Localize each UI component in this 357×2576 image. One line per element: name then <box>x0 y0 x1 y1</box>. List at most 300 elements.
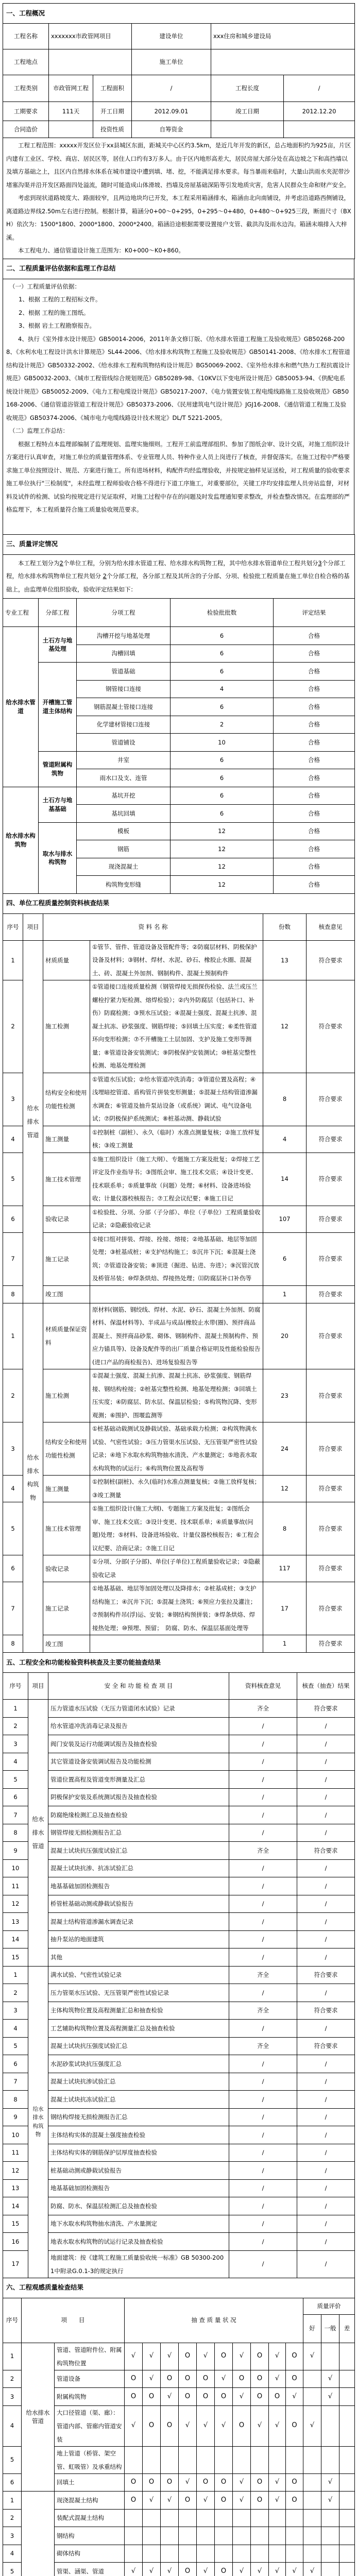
row-number: 4 <box>3 1126 23 1153</box>
empty-mark <box>215 2446 233 2473</box>
empty-mark <box>125 2527 143 2545</box>
doc-category: 验收记录 <box>43 1206 90 1232</box>
doc-detail: ①管道水压试验；②给水管道冲洗消毒；③管道位置及高程；④浅埋暗挖管道、盾构管片拼装变形测量；⑤混凝土结构管道渗漏水调查；⑥管道及抽升泵站设备（或系统）调试、电气设备电试；⑦阴极保护系统测试；⑧桩基动测、静载试验 <box>90 1073 263 1126</box>
batch-count: 12 <box>171 822 274 840</box>
doc-category: 施工记录 <box>43 1232 90 1285</box>
summary-heading: （二）监理工作总结： <box>9 427 69 434</box>
doc-check-opinion: / <box>229 2179 297 2197</box>
check-result: / <box>297 2233 355 2251</box>
check-result: 符合要求 <box>297 2037 355 2055</box>
row-number: 6 <box>3 2473 22 2492</box>
row-number: 15 <box>3 2215 28 2233</box>
check-opinion: 符合要求 <box>307 1555 355 1582</box>
table-row <box>3 1635 355 1653</box>
empty-mark <box>233 2527 251 2545</box>
overview-paragraph: 本工程电力、通信管道设计施工范围为：K0+000～K0+860。 <box>18 247 184 254</box>
sub-item: 井室 <box>77 751 171 769</box>
sub-item: 化学建材管接口连接 <box>77 716 171 734</box>
rating-result: 合格 <box>274 627 355 645</box>
empty-mark <box>269 2545 286 2563</box>
check-result: / <box>297 2055 355 2073</box>
check-result: / <box>297 1877 355 1895</box>
table-row <box>3 1502 355 1555</box>
rating-good: √ <box>303 2343 321 2370</box>
row-number: 4 <box>3 2020 28 2038</box>
rating-good: √ <box>303 2563 321 2576</box>
col-header: 项目 <box>28 1673 48 1700</box>
table-row <box>3 1735 355 1753</box>
doc-category: 结构安全和使用功能性检测 <box>43 1073 90 1126</box>
check-result: / <box>297 2091 355 2109</box>
table-row <box>3 2492 355 2510</box>
rating-average: √ <box>321 2388 339 2406</box>
section-title: 五、工程安全和功能检验资料核查及主要功能抽查结果 <box>3 1653 355 1673</box>
batch-count: 6 <box>171 751 274 769</box>
doc-check-opinion: 齐全 <box>229 1966 297 1984</box>
section-title: 六、工程观感质量检查结果 <box>3 2278 355 2298</box>
row-number: 12 <box>3 2162 28 2180</box>
circle-mark-icon: O <box>233 2405 251 2446</box>
table-row <box>3 1895 355 1913</box>
rating-good: √ <box>303 2405 321 2446</box>
check-result: / <box>297 1788 355 1806</box>
section-control-docs <box>3 893 355 1653</box>
doc-category: 施工测量 <box>43 1476 90 1502</box>
basis-item: 4、执行《室外排水设计规范》GB50014-2006，2011年条文修订版、《给水排水管道工程施工及验收规范》GB50268-2008、《水利水电工程设计洪水计算规范》SL44-2006、《给水排水构筑物工程施工及验收规范》GB50141-2008、《给水排水工程管道结构设计规范》GB50332-2002、《给水排水工程构筑物结构设计规范》BG50069-2002、《室外给水排水和燃气热力工程抗震设计规范》GB50032-2003、《城市工程管线综合规划规范》GB50289-98、《10KV以下变电所设计规范》GB50053-94、《供配电系统设计规范》GB50052-2009、《电力工程电缆设计规范》GB50217-2007、《电力装置安装工程电缆线路施工及验收规范》GB50168-2006、《通信管道浴管道工程设计规范》GB50373-2006、《民用建筑电气设计规范》JGJ16-2008、《通信管道工程施工及验收规范》GB50374-2006、《城市电力电缆线路设计技术规定》DL/T 5221-2005。 <box>6 335 350 421</box>
check-opinion: 符合要求 <box>307 940 355 980</box>
check-result: / <box>297 2126 355 2144</box>
check-mark-icon: √ <box>179 2473 197 2492</box>
row-number: 6 <box>3 2055 28 2073</box>
doc-count: 13 <box>263 940 307 980</box>
row-number: 4 <box>3 1753 28 1771</box>
quality-assessment-report <box>3 3 354 2576</box>
rating-poor <box>339 2509 355 2527</box>
row-number: 3 <box>3 1735 28 1753</box>
check-opinion: 符合要求 <box>307 1303 355 1369</box>
check-item: 桩基础动测或静载试验报告 <box>48 2162 229 2180</box>
table-row <box>3 2343 355 2370</box>
row-number: 1 <box>3 940 23 980</box>
doc-check-opinion: / <box>229 2144 297 2162</box>
doc-check-opinion: / <box>229 2073 297 2091</box>
check-opinion: 符合要求 <box>307 1206 355 1232</box>
table-row <box>3 1717 355 1735</box>
group-name <box>22 2492 55 2576</box>
circle-mark-icon: O <box>179 2370 197 2388</box>
rating-result: 合格 <box>274 769 355 787</box>
check-mark-icon: √ <box>269 2473 286 2492</box>
check-result: / <box>297 2020 355 2038</box>
table-row <box>3 2250 355 2278</box>
table-row <box>3 2527 355 2545</box>
table-row <box>3 1842 355 1860</box>
label-project-name: 工程名称 <box>3 24 49 49</box>
check-opinion: 符合要求 <box>307 1635 355 1653</box>
section-title: 三、质量评定情况 <box>3 534 355 554</box>
col-header: 序号 <box>3 913 23 940</box>
label-investment: 投资性质 <box>93 121 132 138</box>
label-end-date: 竣工日期 <box>211 102 284 121</box>
check-item: 地基基础加固检测报告 <box>48 2179 229 2197</box>
empty-mark <box>197 2509 215 2527</box>
row-number: 6 <box>3 1555 23 1582</box>
empty-mark <box>215 2509 233 2527</box>
value-area: / <box>132 75 211 102</box>
rating-result: 合格 <box>274 840 355 858</box>
row-number: 8 <box>3 1824 28 1842</box>
col-header: 序号 <box>3 2298 22 2343</box>
check-result: / <box>297 2073 355 2091</box>
col-header: 检验批批数 <box>171 599 274 627</box>
check-opinion: 符合要求 <box>307 1126 355 1153</box>
col-header: 质量评价 <box>303 2298 355 2314</box>
doc-detail: ①接口组对拼装、焊接、拴接、熔接；②地基基础、地层等加固处理；③桩基成桩；④支护结构施工；⑤沉井下沉；⑥混凝土浇筑；⑦管道设备安装；⑧顶进（掘进、钻进、夯进）；⑨沉管沉放及桥管吊装；⑩焊条烘焙、焊接热处理；⑾防腐层补口补伤等 <box>90 1232 263 1285</box>
label-site: 工程地点 <box>3 49 49 75</box>
col-header: 好 <box>303 2314 321 2343</box>
doc-category: 施工测量 <box>43 1126 90 1153</box>
rating-result: 合格 <box>274 805 355 823</box>
inspection-item: 附属构筑物 <box>55 2388 125 2406</box>
table-row <box>3 980 355 1073</box>
empty-mark <box>143 2527 161 2545</box>
inspection-item: 大口径管道（渠、廊）：管道内部、管廊内管道安装 <box>55 2405 125 2446</box>
check-mark-icon: √ <box>197 2492 215 2510</box>
col-header: 项目 <box>23 913 43 940</box>
circle-mark-icon: O <box>215 2473 233 2492</box>
check-item: 防腐绝缘检测汇总及抽查检验 <box>48 1806 229 1824</box>
batch-count: 12 <box>171 840 274 858</box>
doc-check-opinion: / <box>229 2108 297 2126</box>
circle-mark-icon: O <box>125 2492 143 2510</box>
table-row <box>3 822 355 840</box>
rating-poor <box>339 2405 355 2446</box>
table-row <box>3 1913 355 1931</box>
batch-count: 10 <box>171 734 274 752</box>
check-mark-icon: √ <box>269 2492 286 2510</box>
rating-poor <box>339 2527 355 2545</box>
row-number: 7 <box>3 1582 23 1635</box>
check-item: 地面建筑：按《建筑工程施工质量验收统一标准》GB 50300-2001中附录G.0.1-3的规定执行 <box>48 2250 229 2278</box>
doc-check-opinion: / <box>229 1824 297 1842</box>
value-end-date: 2012.12.20 <box>284 102 355 121</box>
check-item: 混凝土试块抗渗试验汇总 <box>48 2073 229 2091</box>
table-row <box>3 940 355 980</box>
check-result: / <box>297 1948 355 1967</box>
check-result: 符合要求 <box>297 1842 355 1860</box>
check-mark-icon: √ <box>143 2492 161 2510</box>
check-opinion: 符合要求 <box>307 980 355 1073</box>
doc-detail: ①施工组织设计(施工大纲)、专题施工方案及批复；②图纸会审、施工技术交底；③设计变更、技术联系单；④质量事故(问题)处理；⑤材料、设备进场验收、计量仪器校核报告；⑥工程会议纪要、洽商记录；⑦施工日记 <box>90 1502 263 1555</box>
table-row <box>3 2388 355 2406</box>
empty-mark <box>286 2446 303 2473</box>
check-mark-icon: √ <box>269 2405 286 2446</box>
check-item: 其他 <box>48 1948 229 1967</box>
division-project: 土石方与地基处理 <box>39 627 77 663</box>
doc-check-opinion: / <box>229 2055 297 2073</box>
overview-paragraph: 考虑到现状道路坡度大、路面较窄，且两边地块均已开发，本工程采用箱涵排水，箱涵由北向南铺设，并考虑沿道路西侧铺设，离道路边界线2.50m左右进行控制。根据计算，箱涵分0+00～0+295，0+295～0+480，0+480～0+925三段，断面尺寸（BXH）依次为：1500*1800、2000*1800、2000*2400。箱涵沿途根据需要设置接户支管、截洪沟及雨水边沟。箱涵末端排入大梓溪。 <box>6 194 351 241</box>
table-row <box>3 2563 355 2576</box>
table-row <box>3 1153 355 1206</box>
check-item: 主体结构实体的钢筋保护层厚度抽查检验 <box>48 2144 229 2162</box>
section-basis <box>3 259 354 535</box>
sub-item: 管道铺设 <box>77 734 171 752</box>
col-header: 分部工程 <box>39 599 77 627</box>
doc-detail: ①混凝土强度、混凝土抗渗、混凝土抗冻、砂浆强度、钢筋焊接、钢结构栓接；②桩基完整性检测、地基处理检测；③回填土压实度；④防腐层、防水层、保温层检验；⑤构筑物沉降、变形观测；⑥围护、围堰监测等 <box>90 1369 263 1422</box>
sub-item: 管道基础 <box>77 663 171 681</box>
check-item: 混凝土试块抗压强度试验汇总 <box>48 1842 229 1860</box>
row-number: 7 <box>3 1806 28 1824</box>
col-header: 核查意见 <box>307 913 355 940</box>
label-length: 工程长度 <box>211 75 284 102</box>
value-type: 市政管网工程 <box>49 75 93 102</box>
check-item: 主体构筑物位置及高程测量汇总和抽查检验 <box>48 2002 229 2020</box>
rating-good <box>303 2527 321 2545</box>
table-row <box>3 2473 355 2492</box>
rating-average <box>321 2527 339 2545</box>
row-number: 3 <box>3 2002 28 2020</box>
col-header: 专业工程 <box>3 599 39 627</box>
empty-mark <box>286 2509 303 2527</box>
doc-check-opinion: / <box>229 2233 297 2251</box>
row-number: 12 <box>3 1895 28 1913</box>
doc-check-opinion: 齐全 <box>229 1842 297 1860</box>
col-header: 份数 <box>263 913 307 940</box>
row-number: 4 <box>3 2545 22 2563</box>
table-row <box>3 1422 355 1476</box>
table-row <box>3 2215 355 2233</box>
empty-mark <box>197 2446 215 2473</box>
section-title: 一、工程概况 <box>3 4 355 24</box>
doc-category: 结构安全和使用功能性检测 <box>43 1422 90 1476</box>
doc-check-opinion: / <box>229 2162 297 2180</box>
check-mark-icon: √ <box>125 2405 143 2446</box>
col-header: 分项工程 <box>77 599 171 627</box>
check-mark-icon: √ <box>215 2370 233 2388</box>
table-row <box>3 1073 355 1126</box>
doc-category: 验收记录 <box>43 1555 90 1582</box>
table-row <box>3 2073 355 2091</box>
table-row <box>3 2162 355 2180</box>
doc-detail: ①桩基础动载测试及静载试验、基础承载力检测；②构筑物满水试验、气密性试验；③压力管渠水压试验、无压管渠严密性试验记录；④地下水取水构筑物抽水清洗、产水量测定；⑤地表水取水构筑物的试运行；⑥构筑物位置及高程等 <box>90 1422 263 1476</box>
empty-mark <box>161 2509 179 2527</box>
circle-mark-icon: O <box>143 2388 161 2406</box>
circle-mark-icon: O <box>286 2492 303 2510</box>
check-item: 桥管桩基础动测或静载试验报告 <box>48 1895 229 1913</box>
table-row <box>3 1369 355 1422</box>
empty-mark <box>179 2545 197 2563</box>
check-result: / <box>297 1717 355 1735</box>
doc-category: 施工检测 <box>43 1369 90 1422</box>
section-quality-rating <box>3 534 355 894</box>
doc-check-opinion: / <box>229 1913 297 1931</box>
table-row <box>3 2020 355 2038</box>
circle-mark-icon: O <box>215 2492 233 2510</box>
inspection-item: 地上管道（桥管、架空管、虹吸管）及承重结构 <box>55 2446 125 2473</box>
group-name: 给水排水管道 <box>23 940 43 1303</box>
check-opinion: 符合要求 <box>307 1232 355 1285</box>
table-row <box>3 2446 355 2473</box>
row-number: 1 <box>3 1966 28 1984</box>
row-number: 3 <box>3 1422 23 1476</box>
rating-result: 合格 <box>274 680 355 698</box>
check-opinion: 符合要求 <box>307 1369 355 1422</box>
row-number: 2 <box>3 1984 28 2002</box>
batch-count: 6 <box>171 787 274 805</box>
circle-mark-icon: O <box>215 2388 233 2406</box>
circle-mark-icon: O <box>161 2473 179 2492</box>
rating-result: 合格 <box>274 787 355 805</box>
doc-category: 施工记录 <box>43 1582 90 1635</box>
empty-mark <box>161 2527 179 2545</box>
check-result: / <box>297 1984 355 2002</box>
rating-result: 合格 <box>274 663 355 681</box>
check-item: 混凝土试块抗冻试验汇总 <box>48 2091 229 2109</box>
row-number: 1 <box>3 2343 22 2370</box>
rating-result: 合格 <box>274 698 355 716</box>
row-number: 2 <box>3 1717 28 1735</box>
empty-mark <box>125 2545 143 2563</box>
table-row <box>3 2197 355 2215</box>
summary-text: 根据工程特点本监理部编制了监理规划、监理实施细则。工程开工前监理部组织、参加了图纸会审、设计交底，对施工组织设计方案进行认真审查，对施工单位的质量管理体系、专业管理人员、特种作业人员上岗进行了核查，并督促落实。在施工过程中严格要求施工单位按照设计、规范、方案进行施工。所有进场材料，构配件均经监理验收，并按规定抽样见证送检，对工程质量的验收要求施工单位执行"三检制度"，未经监理工程师验收合格不得进行下道工序施工，对重要部位，关键工序均安排监理人员旁站监督，对材料及试件的检测、试验均按规定进行见证取样，对施工过程中存在的问题及时发监理通知要求整改，并检查整改情况。在监理部的严格监理下，本工程质量符合施工质量验收规范要求。 <box>6 440 350 513</box>
check-item: 主体结构实体的混凝土强度抽查检验 <box>48 2126 229 2144</box>
doc-detail: ①控制桩（副桩）、永久（临时）水准点测量复核；②施工放样复核；③竣工测量 <box>90 1126 263 1153</box>
check-item: 混凝土试块抗压强度试验汇总 <box>48 2037 229 2055</box>
table-row <box>3 2091 355 2109</box>
batch-count: 12 <box>171 876 274 894</box>
group-name: 给水排水构筑物 <box>23 1303 43 1653</box>
empty-mark <box>197 2545 215 2563</box>
check-mark-icon: √ <box>197 2405 215 2446</box>
rating-result: 合格 <box>274 645 355 663</box>
circle-mark-icon: O <box>251 2343 269 2370</box>
circle-mark-icon: O <box>197 2388 215 2406</box>
value-contract-price <box>49 121 93 138</box>
doc-category: 材质质量 <box>43 940 90 980</box>
doc-check-opinion: / <box>229 2215 297 2233</box>
check-result: / <box>297 1824 355 1842</box>
doc-check-opinion: / <box>229 2197 297 2215</box>
row-number: 1 <box>3 2492 22 2510</box>
row-number: 5 <box>3 2563 22 2576</box>
table-row <box>3 2108 355 2126</box>
label-area: 工程面积 <box>93 75 132 102</box>
doc-check-opinion: / <box>229 2020 297 2038</box>
circle-mark-icon: O <box>179 2388 197 2406</box>
check-mark-icon: √ <box>143 2370 161 2388</box>
check-mark-icon: √ <box>161 2343 179 2370</box>
doc-check-opinion: / <box>229 1895 297 1913</box>
row-number: 14 <box>3 1930 28 1948</box>
inspection-item: 管渠、涵渠、管道 <box>55 2563 125 2576</box>
check-mark-icon: √ <box>251 2405 269 2446</box>
group-name: 给水排水管道 <box>28 1700 48 1967</box>
batch-count: 4 <box>171 680 274 698</box>
table-row <box>3 2233 355 2251</box>
check-item: 满水试验、气密性试验记录 <box>48 1966 229 1984</box>
doc-count: 24 <box>263 1422 307 1476</box>
check-mark-icon: √ <box>161 2492 179 2510</box>
doc-detail: ①分项、分部(子分部)、单位(子单位)工程质量验收记录；②隐蔽验收记录 <box>90 1555 263 1582</box>
check-item: 阀门安装及运行功能调试报告及抽查检验 <box>48 1735 229 1753</box>
check-opinion: 符合要求 <box>307 1422 355 1476</box>
rating-average <box>321 2545 339 2563</box>
row-number: 3 <box>3 2388 22 2406</box>
row-number: 14 <box>3 2197 28 2215</box>
sub-item: 沟槽开挖与地基处理 <box>77 627 171 645</box>
empty-mark <box>286 2527 303 2545</box>
rating-poor <box>339 2446 355 2473</box>
col-header: 项 目 <box>22 2298 125 2343</box>
circle-mark-icon: O <box>233 2370 251 2388</box>
table-row <box>3 1555 355 1582</box>
basis-item: 2、根据 工程的施工图纸。 <box>19 309 90 316</box>
inspection-item: 管道设备 <box>55 2370 125 2388</box>
table-row <box>3 2037 355 2055</box>
row-number: 5 <box>3 1153 23 1206</box>
doc-category: 施工技术管理 <box>43 1502 90 1555</box>
circle-mark-icon: O <box>179 2563 197 2576</box>
check-result: / <box>297 2197 355 2215</box>
value-start-date: 2012.09.01 <box>132 102 211 121</box>
check-mark-icon: √ <box>197 2563 215 2576</box>
inspection-item: 钢结构 <box>55 2527 125 2545</box>
division-project: 取水与排水构筑物 <box>39 822 77 893</box>
row-number: 7 <box>3 2073 28 2091</box>
doc-check-opinion: / <box>229 2126 297 2144</box>
check-result: / <box>297 1806 355 1824</box>
circle-mark-icon: O <box>161 2370 179 2388</box>
check-item: 压力管渠水压试验、无压管渠严密性试验记录 <box>48 1984 229 2002</box>
sub-item: 钢管接口连接 <box>77 680 171 698</box>
check-result: / <box>297 2108 355 2126</box>
table-row <box>3 2509 355 2527</box>
circle-mark-icon: O <box>286 2370 303 2388</box>
col-header: 资料核查意见 <box>229 1673 297 1700</box>
row-number: 5 <box>3 2446 22 2473</box>
col-header: 安 全 和 功 能 检 查 项 目 <box>48 1673 229 1700</box>
circle-mark-icon: O <box>286 2473 303 2492</box>
label-type: 工程类别 <box>3 75 49 102</box>
check-mark-icon: √ <box>197 2343 215 2370</box>
doc-detail: ①检验批、分项、分部（子分部）、单位（子单位）工程质量验收记录；②隐蔽验收记录 <box>90 1206 263 1232</box>
check-opinion: 符合要求 <box>307 1285 355 1303</box>
col-header: 评定结果 <box>274 599 355 627</box>
section-safety-function <box>3 1652 355 2278</box>
rating-average <box>321 2446 339 2473</box>
circle-mark-icon: O <box>161 2405 179 2446</box>
table-row <box>3 1700 355 1718</box>
batch-count: 6 <box>171 627 274 645</box>
doc-check-opinion: / <box>229 1859 297 1877</box>
table-row <box>3 1859 355 1877</box>
doc-check-opinion: 齐全 <box>229 2037 297 2055</box>
check-result: / <box>297 1735 355 1753</box>
check-item: 压力管道水压试验（无压力管道闭水试验）记录 <box>48 1700 229 1718</box>
doc-detail: 原材料(钢筋、钢绞线、焊材、水泥、砂石、混凝土外加剂、防腐材料、保温材料等)、半成品与成品(橡胶止水带(圈)、预拌商品混凝土、预拌商品砂浆、砌体、钢制构件、混凝土预制构件、预应力锚具等)、设备及配件等的出厂质量合格证明及性能检验报告(进口产品的商检报告)、进场复验报告等 <box>90 1303 263 1369</box>
table-row <box>3 2370 355 2388</box>
value-project-name: xxxxxxx市政管网项目 <box>49 24 132 49</box>
label-builder: 建设单位 <box>132 24 211 49</box>
check-mark-icon: √ <box>143 2563 161 2576</box>
doc-check-opinion: / <box>229 1753 297 1771</box>
check-result: / <box>297 2250 355 2278</box>
table-row <box>3 2545 355 2563</box>
empty-mark <box>179 2509 197 2527</box>
rating-poor <box>339 2343 355 2370</box>
empty-mark <box>197 2527 215 2545</box>
row-number: 4 <box>3 2405 22 2446</box>
